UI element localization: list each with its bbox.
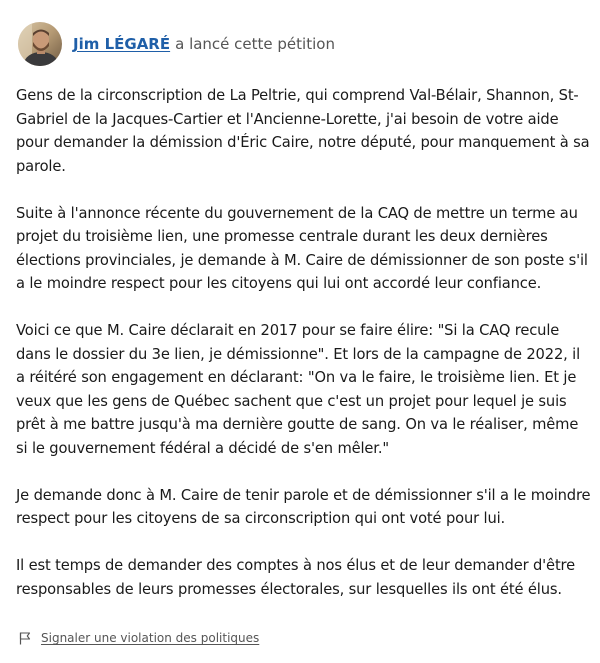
paragraph-4: Je demande donc à M. Caire de tenir parole et de démissionner s'il a le moindre respect pour les citoyens de sa circonscription qui ont voté pour lui. <box>16 486 591 527</box>
author-avatar[interactable] <box>18 22 62 66</box>
paragraph-5: Il est temps de demander des comptes à nos élus et de leur demander d'être responsables de leurs promesses électorales, sur lesquelles ils ont été élus. <box>16 557 576 598</box>
author-line <box>73 34 335 54</box>
report-violation-row[interactable] <box>19 629 259 647</box>
author-name-link[interactable]: Jim LÉGARÉ <box>73 35 171 53</box>
author-row <box>18 22 335 66</box>
report-violation-link[interactable]: Signaler une violation des politiques <box>41 631 260 645</box>
paragraph-2: Suite à l'annonce récente du gouvernement de la CAQ de mettre un terme au projet du troisième lien, une promesse centrale durant les deux dernières élections provinciales, je demande à M. Caire de démissionner de son poste s'il a le moindre respect pour les citoyens qui lui ont accordé leur confiance. <box>16 204 588 292</box>
flag-icon <box>19 632 31 645</box>
author-action-text: a lancé cette pétition <box>175 35 335 53</box>
paragraph-3: Voici ce que M. Caire déclarait en 2017 pour se faire élire: "Si la CAQ recule dans le dossier du 3e lien, je démissionne". Et lors de la campagne de 2022, il a réitéré son engagement en déclarant: "On va le faire, le troisième lien. Et je veux que les gens de Québec sachent que c'est un projet pour lequel je suis prêt à me battre jusqu'à ma dernière goutte de sang. On va le réaliser, même si le gouvernement fédéral a décidé de s'en mêler." <box>16 322 581 457</box>
avatar-photo-icon <box>18 22 62 66</box>
paragraph-1: Gens de la circonscription de La Peltrie, qui comprend Val-Bélair, Shannon, St-Gabriel de la Jacques-Cartier et l'Ancienne-Lorette, j'ai besoin de votre aide pour demander la démission d'Éric Caire, notre député, pour manquement à sa parole. <box>16 87 590 175</box>
petition-body <box>16 84 591 625</box>
